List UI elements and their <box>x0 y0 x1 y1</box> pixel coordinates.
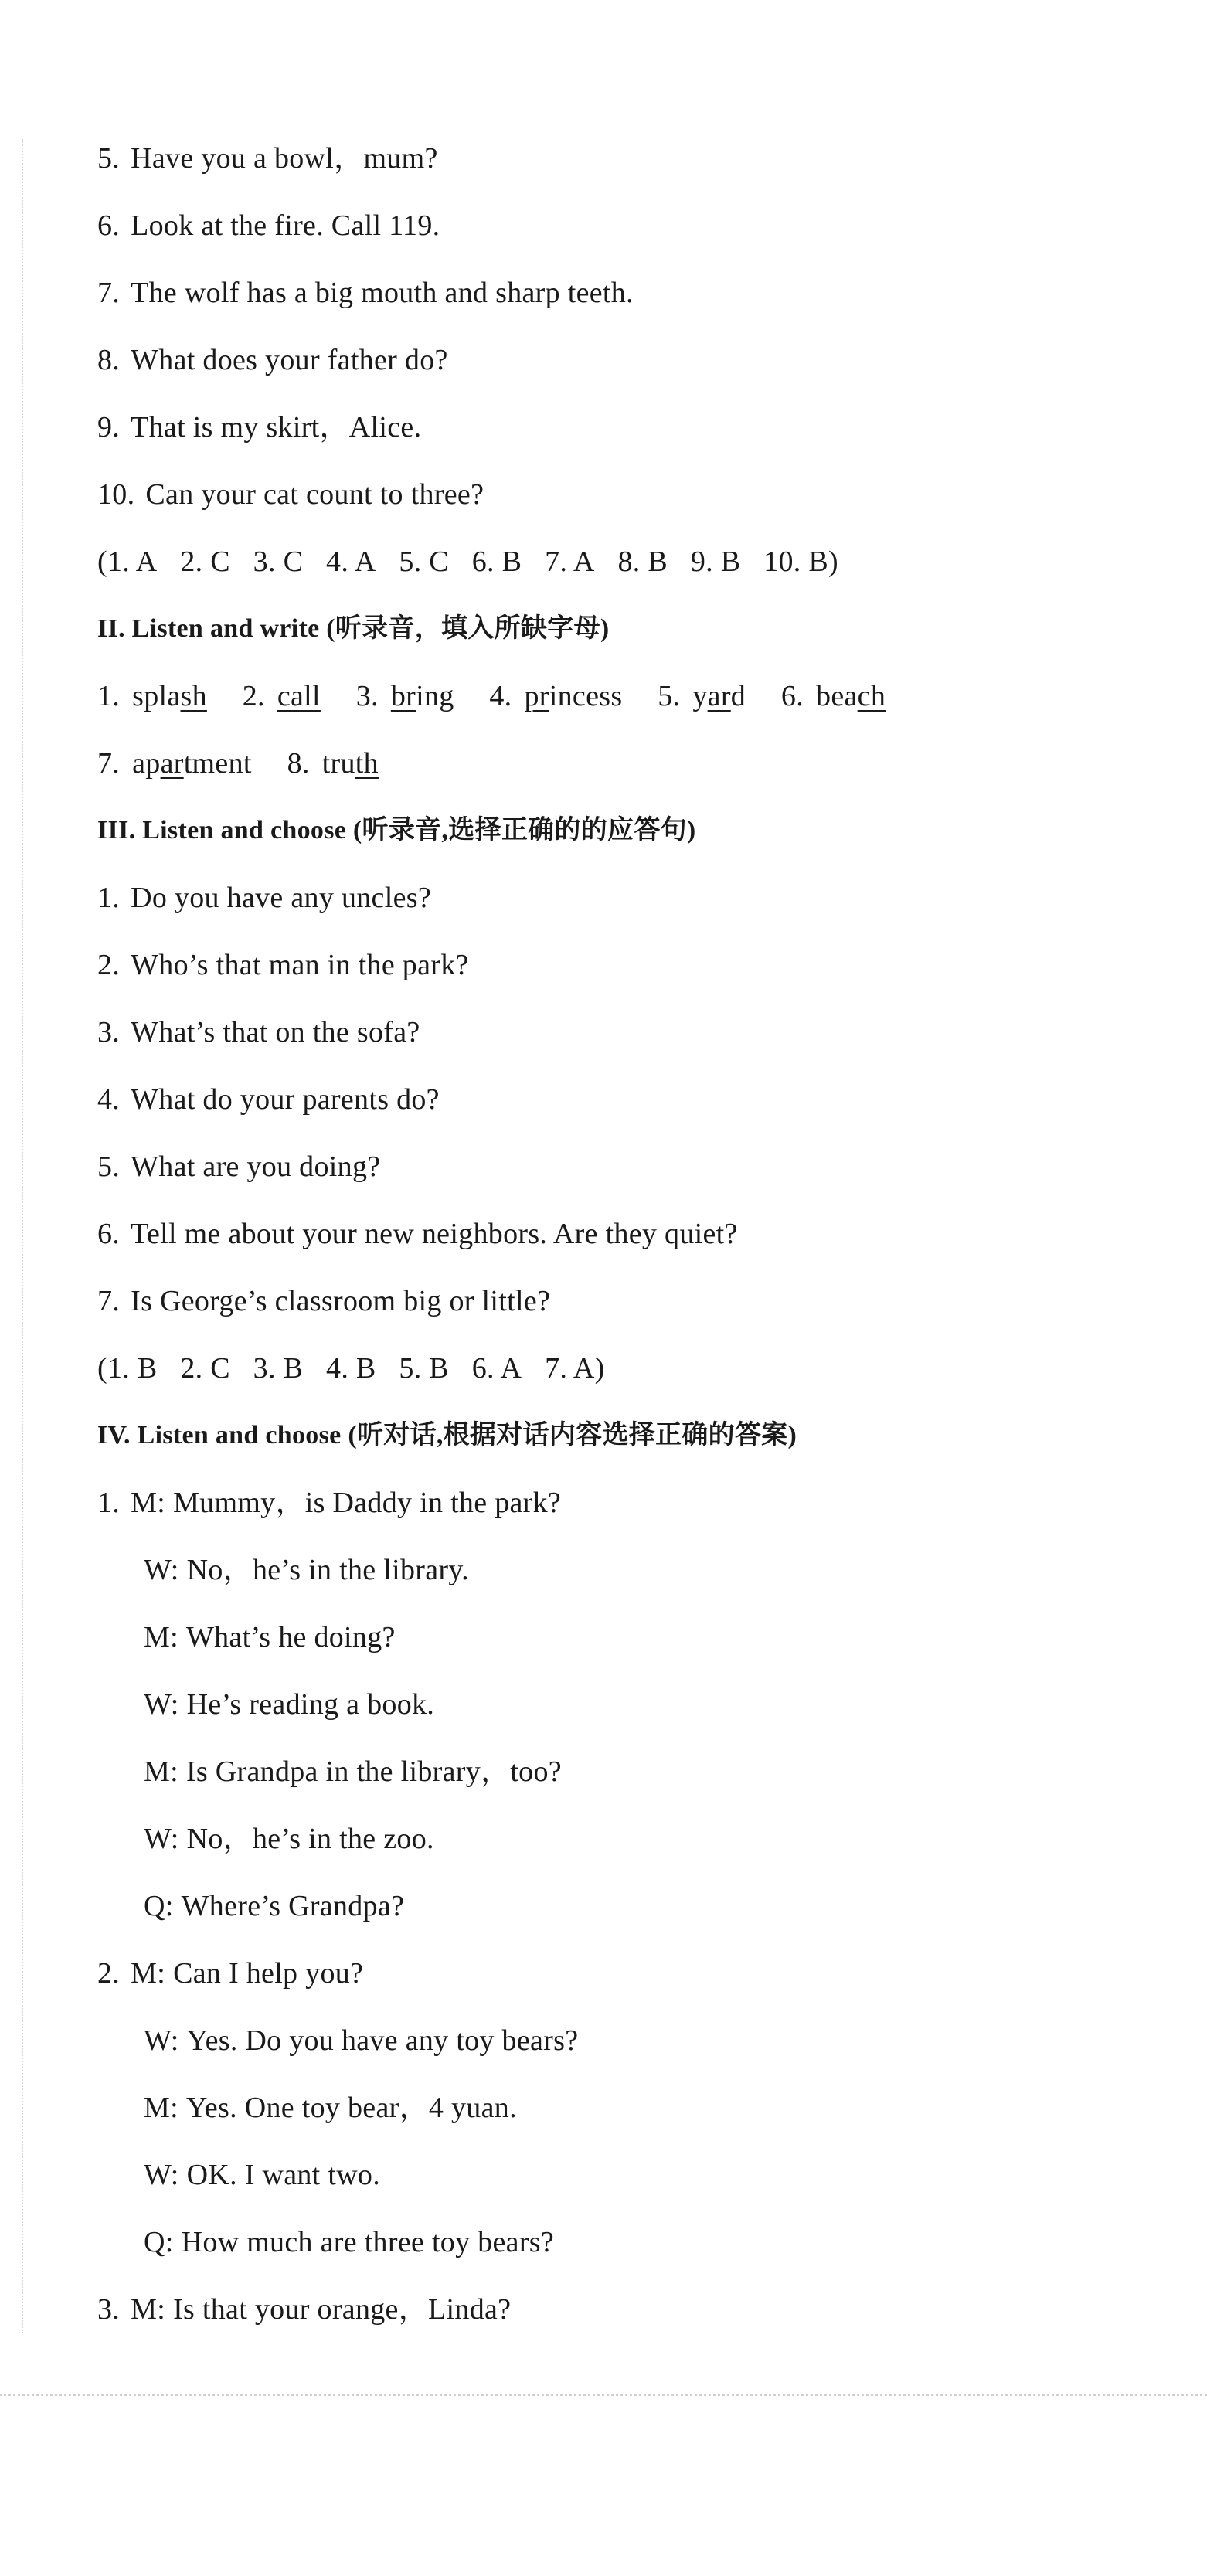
dialog-text: Yes. One toy bear，4 yuan. <box>185 2092 517 2124</box>
dialog-line <box>97 1749 1117 1816</box>
dialog-text: Is that your orange，Linda? <box>173 2293 512 2326</box>
dialog-text: Where’s Grandpa? <box>181 1890 405 1922</box>
filled-letters: ar <box>160 747 184 780</box>
dialog-line <box>97 1816 1117 1884</box>
speaker-label: M: <box>144 1755 178 1788</box>
speaker-label: W: <box>144 1688 179 1721</box>
answer-item: 6. B <box>471 545 522 578</box>
dialog-line <box>97 1480 1117 1548</box>
word-item: 1. splash <box>97 680 207 712</box>
dialog-number: 2. <box>97 1957 121 1990</box>
answer-item: 4. A <box>326 545 376 578</box>
question-number: 6. <box>97 1218 121 1250</box>
answer-item: 4. B <box>326 1352 376 1385</box>
word-row <box>97 741 1117 808</box>
question-item <box>97 472 1117 539</box>
question-item <box>97 136 1117 203</box>
filled-letters: ch <box>857 680 886 712</box>
question-text: Do you have any uncles? <box>131 882 431 914</box>
question-text: Is George’s classroom big or little? <box>131 1285 551 1317</box>
speaker-label: Q: <box>144 2226 174 2258</box>
question-text: What’s that on the sofa? <box>131 1016 420 1048</box>
answer-item: 5. C <box>399 545 449 578</box>
question-number: 5. <box>97 142 121 175</box>
filled-letters: th <box>355 747 379 780</box>
speaker-label: W: <box>144 2159 179 2191</box>
filled-letters: sh <box>180 680 207 712</box>
dialog-line <box>97 1682 1117 1749</box>
question-text: What do your parents do? <box>131 1083 440 1116</box>
question-item <box>97 1144 1117 1212</box>
question-number: 2. <box>97 949 121 981</box>
word-row <box>97 674 1117 741</box>
answer-item: 6. A <box>471 1352 522 1385</box>
question-number: 3. <box>97 1016 121 1048</box>
question-item <box>97 203 1117 270</box>
speaker-label: M: <box>131 1957 166 1990</box>
speaker-label: W: <box>144 1554 179 1586</box>
filled-letters: br <box>390 680 416 712</box>
answer-item: 9. B <box>690 545 741 578</box>
filled-letters: call <box>277 680 321 712</box>
question-item <box>97 1279 1117 1346</box>
question-number: 4. <box>97 1083 121 1116</box>
word-item: 6. beach <box>780 680 886 712</box>
answer-item: 7. A) <box>545 1352 605 1385</box>
dialog-text: OK. I want two. <box>186 2159 381 2191</box>
filled-letters: pr <box>524 680 549 712</box>
dialog-text: Yes. Do you have any toy bears? <box>186 2024 579 2057</box>
question-number: 9. <box>97 411 121 443</box>
dialog-line <box>97 1615 1117 1682</box>
dialog-line <box>97 2153 1117 2220</box>
question-text: Have you a bowl，mum? <box>131 142 438 175</box>
dialog-text: Mummy，is Daddy in the park? <box>173 1487 562 1519</box>
answer-item: 2. C <box>180 545 230 578</box>
answer-key-line <box>97 539 1117 607</box>
section-heading-listen-and-choose-response: III. Listen and choose (听录音,选择正确的的应答句) <box>97 816 696 845</box>
question-item <box>97 270 1117 338</box>
dialog-number: 1. <box>97 1487 121 1519</box>
question-number: 10. <box>97 478 135 511</box>
question-item <box>97 338 1117 405</box>
speaker-label: Q: <box>144 1890 174 1922</box>
dialog-text: How much are three toy bears? <box>181 2226 555 2258</box>
dialog-text: Is Grandpa in the library，too? <box>185 1755 562 1788</box>
answer-item: 2. C <box>180 1352 230 1385</box>
question-item <box>97 943 1117 1010</box>
question-text: Who’s that man in the park? <box>131 949 469 981</box>
question-text: Tell me about your new neighbors. Are they quiet? <box>131 1218 738 1250</box>
dialog-line <box>97 1548 1117 1615</box>
question-number: 7. <box>97 1285 121 1317</box>
question-text: That is my skirt，Alice. <box>131 411 422 443</box>
answer-item: 5. B <box>399 1352 449 1385</box>
question-text: Look at the fire. Call 119. <box>131 209 440 242</box>
question-text: The wolf has a big mouth and sharp teeth. <box>131 277 634 309</box>
dialog-line <box>97 1951 1117 2018</box>
section-heading-listen-and-write: II. Listen and write (听录音，填入所缺字母) <box>97 614 610 643</box>
answer-key-document <box>97 136 1117 2354</box>
answer-key-line <box>97 1346 1117 1413</box>
speaker-label: W: <box>144 1823 179 1855</box>
page-bottom-rule <box>0 2394 1207 2396</box>
dialog-line <box>97 2085 1117 2153</box>
filled-letters: ar <box>707 680 731 712</box>
question-number: 7. <box>97 277 121 309</box>
word-item: 7. apartment <box>97 747 252 780</box>
question-item <box>97 1077 1117 1144</box>
word-item: 5. yard <box>658 680 746 712</box>
speaker-label: M: <box>144 2092 178 2124</box>
speaker-label: M: <box>131 1487 166 1519</box>
page-margin-edge <box>22 139 23 2333</box>
word-item: 3. bring <box>355 680 454 712</box>
dialog-text: Can I help you? <box>173 1957 364 1990</box>
answer-item: 3. C <box>253 545 304 578</box>
section-heading-listen-and-choose-dialog: IV. Listen and choose (听对话,根据对话内容选择正确的答案) <box>97 1421 797 1449</box>
question-item <box>97 1010 1117 1077</box>
dialog-question <box>97 1884 1117 1951</box>
question-item <box>97 1212 1117 1279</box>
answer-item: 8. B <box>617 545 668 578</box>
dialog-text: He’s reading a book. <box>186 1688 435 1721</box>
dialog-text: What’s he doing? <box>185 1621 396 1653</box>
word-item: 8. truth <box>287 747 379 780</box>
question-number: 6. <box>97 209 121 242</box>
question-item <box>97 875 1117 943</box>
question-number: 5. <box>97 1150 121 1183</box>
speaker-label: M: <box>144 1621 178 1653</box>
question-text: What does your father do? <box>131 344 448 376</box>
question-text: What are you doing? <box>131 1150 381 1183</box>
word-item: 4. princess <box>489 680 623 712</box>
dialog-line <box>97 2287 1117 2354</box>
question-text: Can your cat count to three? <box>145 478 484 511</box>
answer-item: 3. B <box>253 1352 304 1385</box>
answer-item: (1. B <box>97 1352 158 1385</box>
dialog-text: No，he’s in the zoo. <box>186 1823 434 1855</box>
question-number: 1. <box>97 882 121 914</box>
dialog-line <box>97 2018 1117 2085</box>
answer-item: (1. A <box>97 545 158 578</box>
question-item <box>97 405 1117 472</box>
answer-item: 10. B) <box>763 545 838 578</box>
dialog-number: 3. <box>97 2293 121 2326</box>
answer-item: 7. A <box>545 545 595 578</box>
speaker-label: M: <box>131 2293 166 2326</box>
word-item: 2. call <box>242 680 321 712</box>
dialog-question <box>97 2220 1117 2287</box>
dialog-text: No，he’s in the library. <box>186 1554 469 1586</box>
speaker-label: W: <box>144 2024 179 2057</box>
question-number: 8. <box>97 344 121 376</box>
